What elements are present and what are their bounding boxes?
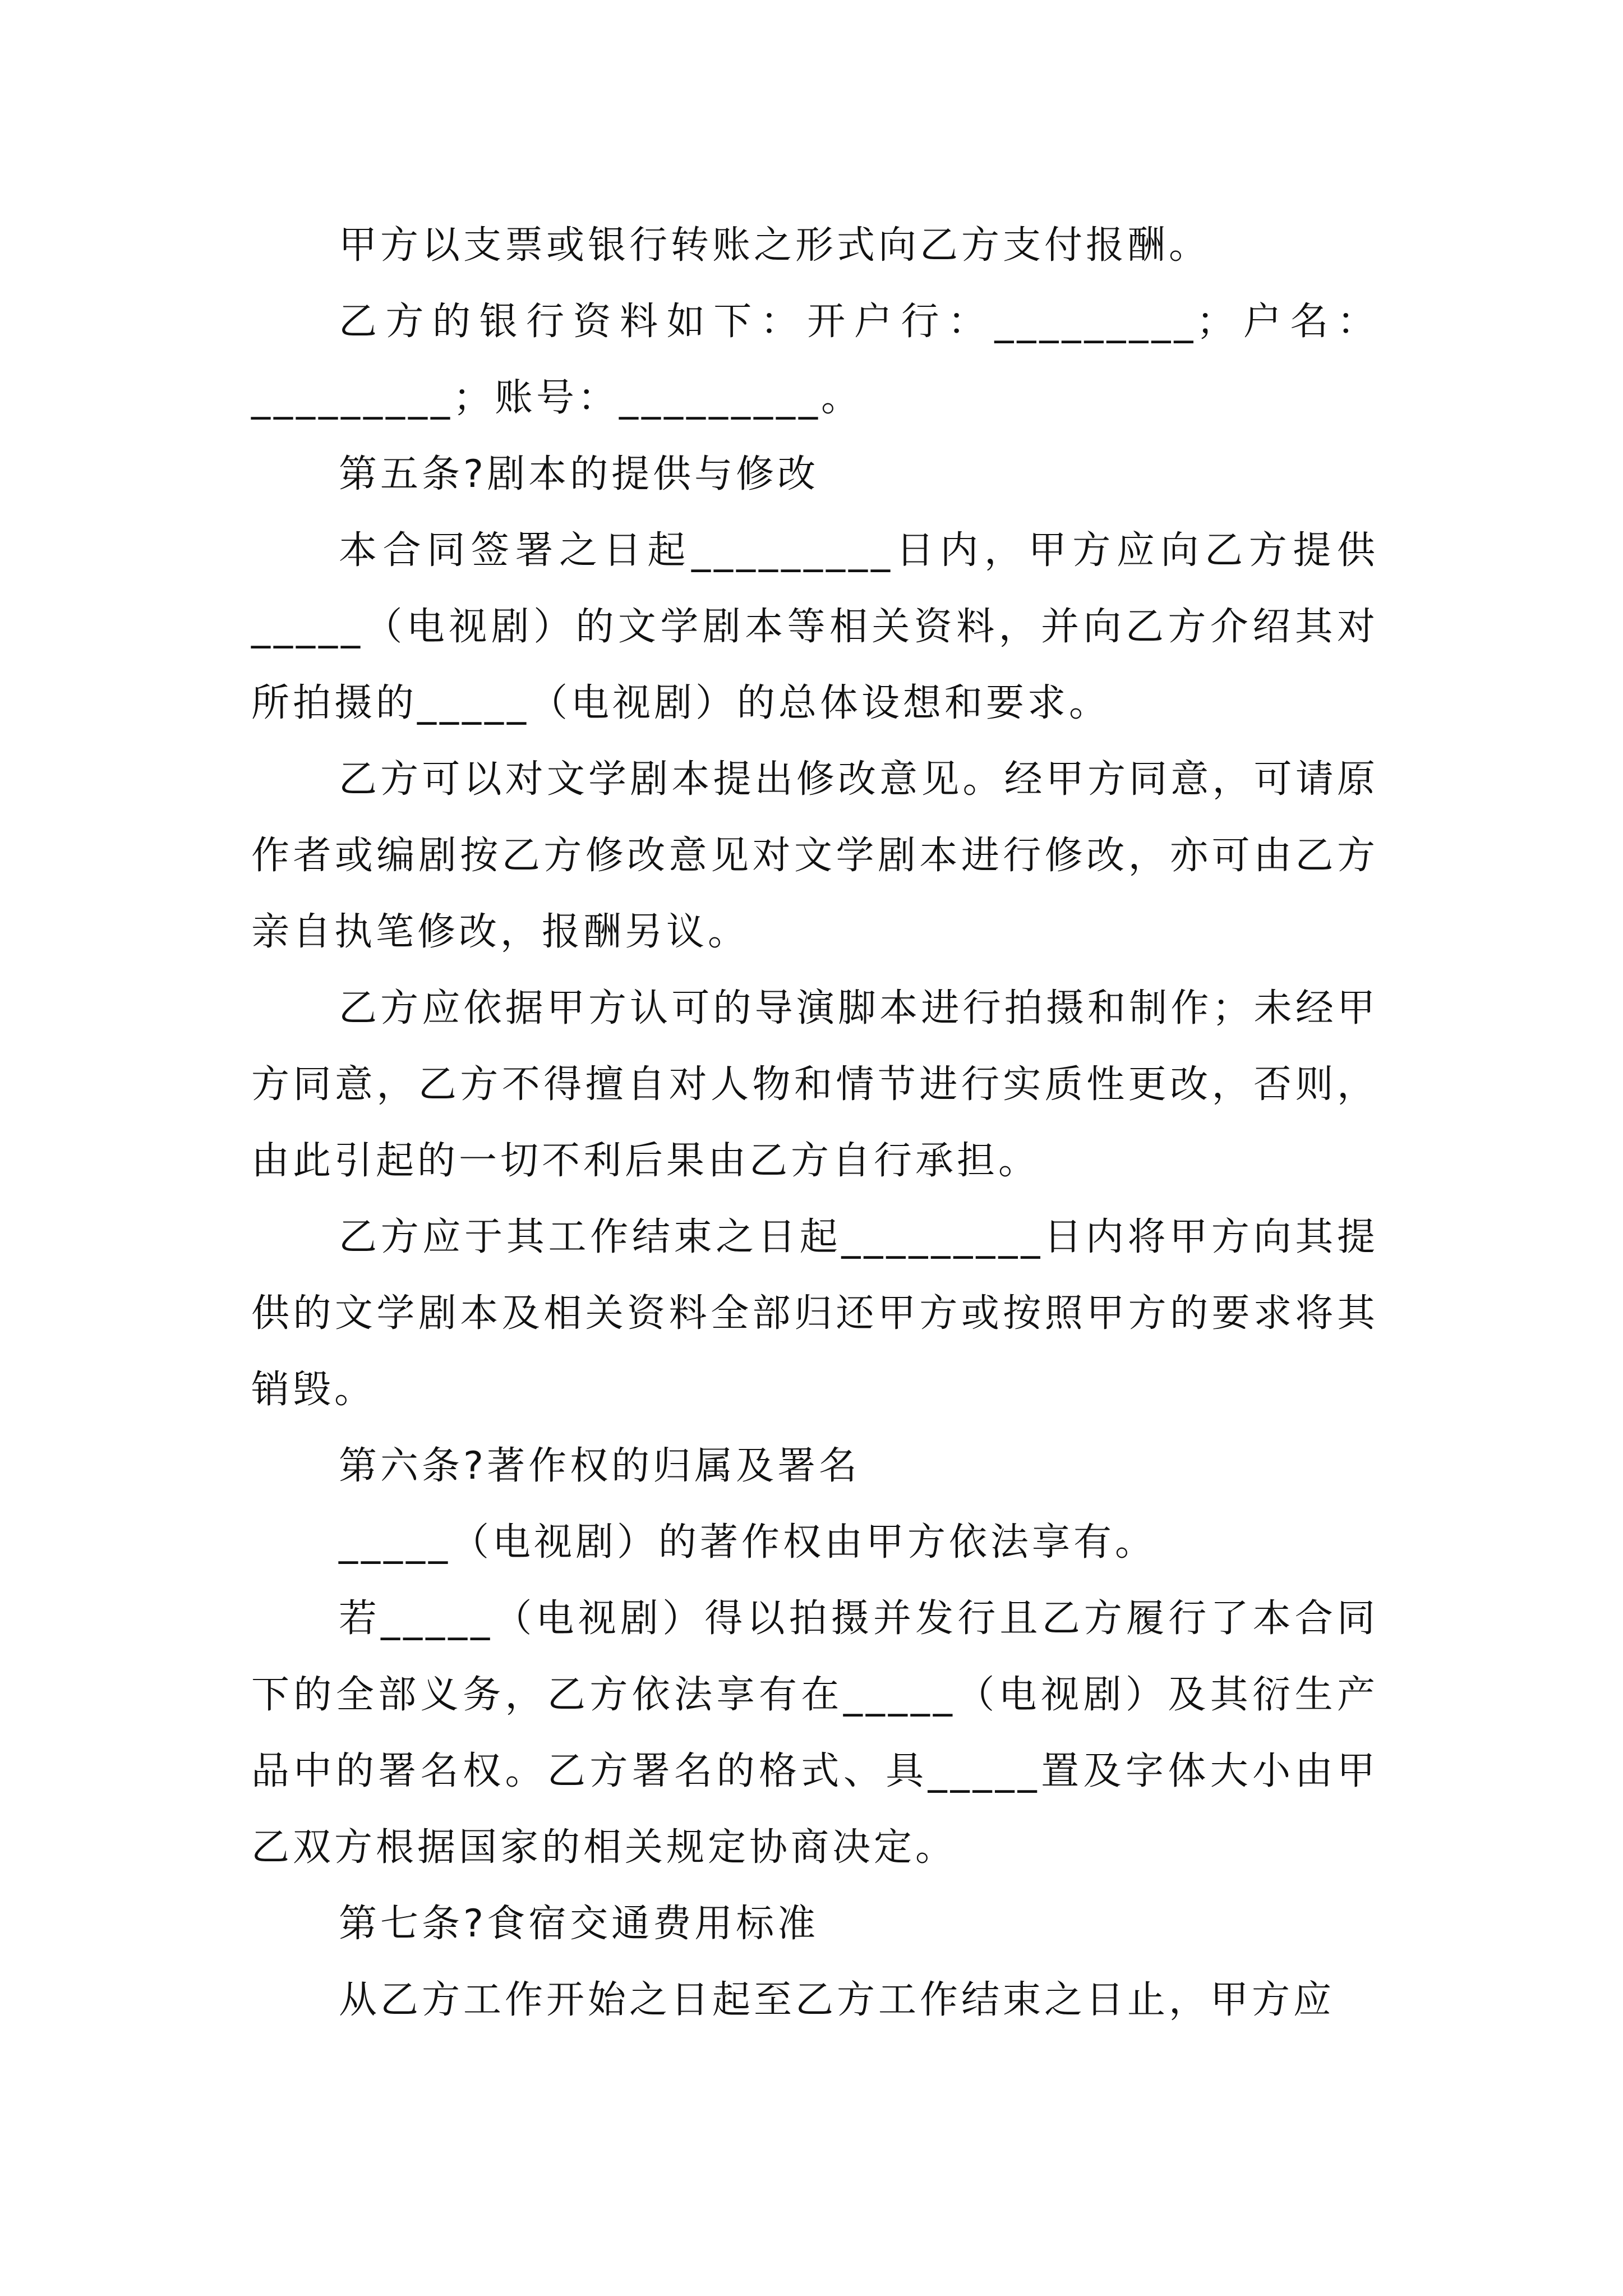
heading-article-5: 第五条?剧本的提供与修改 [339, 452, 819, 496]
paragraph-payment-method: 甲方以支票或银行转账之形式向乙方支付报酬。 [339, 223, 1211, 268]
paragraph-copyright: _____（电视剧）的著作权由甲方依法享有。 [339, 1520, 1157, 1565]
paragraph-script-revision: 乙方可以对文学剧本提出修改意见。经甲方同意，可请原作者或编剧按乙方修改意见对文学剧本进行修改，亦可由乙方亲自执笔修改，报酬另议。 [251, 757, 1378, 954]
paragraph-bank-info: 乙方的银行资料如下：开户行：_________；户名：_________；账号：_________。 [251, 300, 1378, 420]
paragraph-shooting-basis: 乙方应依据甲方认可的导演脚本进行拍摄和制作；未经甲方同意，乙方不得擅自对人物和情节进行实质性更改，否则，由此引起的一切不利后果由乙方自行承担。 [251, 986, 1378, 1183]
paragraph-attribution: 若_____（电视剧）得以拍摄并发行且乙方履行了本合同下的全部义务，乙方依法享有在_____（电视剧）及其衍生产品中的署名权。乙方署名的格式、具_____置及字体大小由甲乙双方根据国家的相关规定协商决定。 [251, 1596, 1378, 1870]
heading-article-7: 第七条?食宿交通费用标准 [339, 1902, 819, 1946]
document-body [251, 208, 1378, 2039]
paragraph-script-provision: 本合同签署之日起_________日内，甲方应向乙方提供_____（电视剧）的文学剧本等相关资料，并向乙方介绍其对所拍摄的_____（电视剧）的总体设想和要求。 [251, 528, 1378, 725]
paragraph-material-return: 乙方应于其工作结束之日起_________日内将甲方向其提供的文学剧本及相关资料全部归还甲方或按照甲方的要求将其销毁。 [251, 1215, 1378, 1412]
heading-article-6: 第六条?著作权的归属及署名 [339, 1444, 861, 1488]
paragraph-expenses: 从乙方工作开始之日起至乙方工作结束之日止，甲方应 [339, 1978, 1335, 2022]
